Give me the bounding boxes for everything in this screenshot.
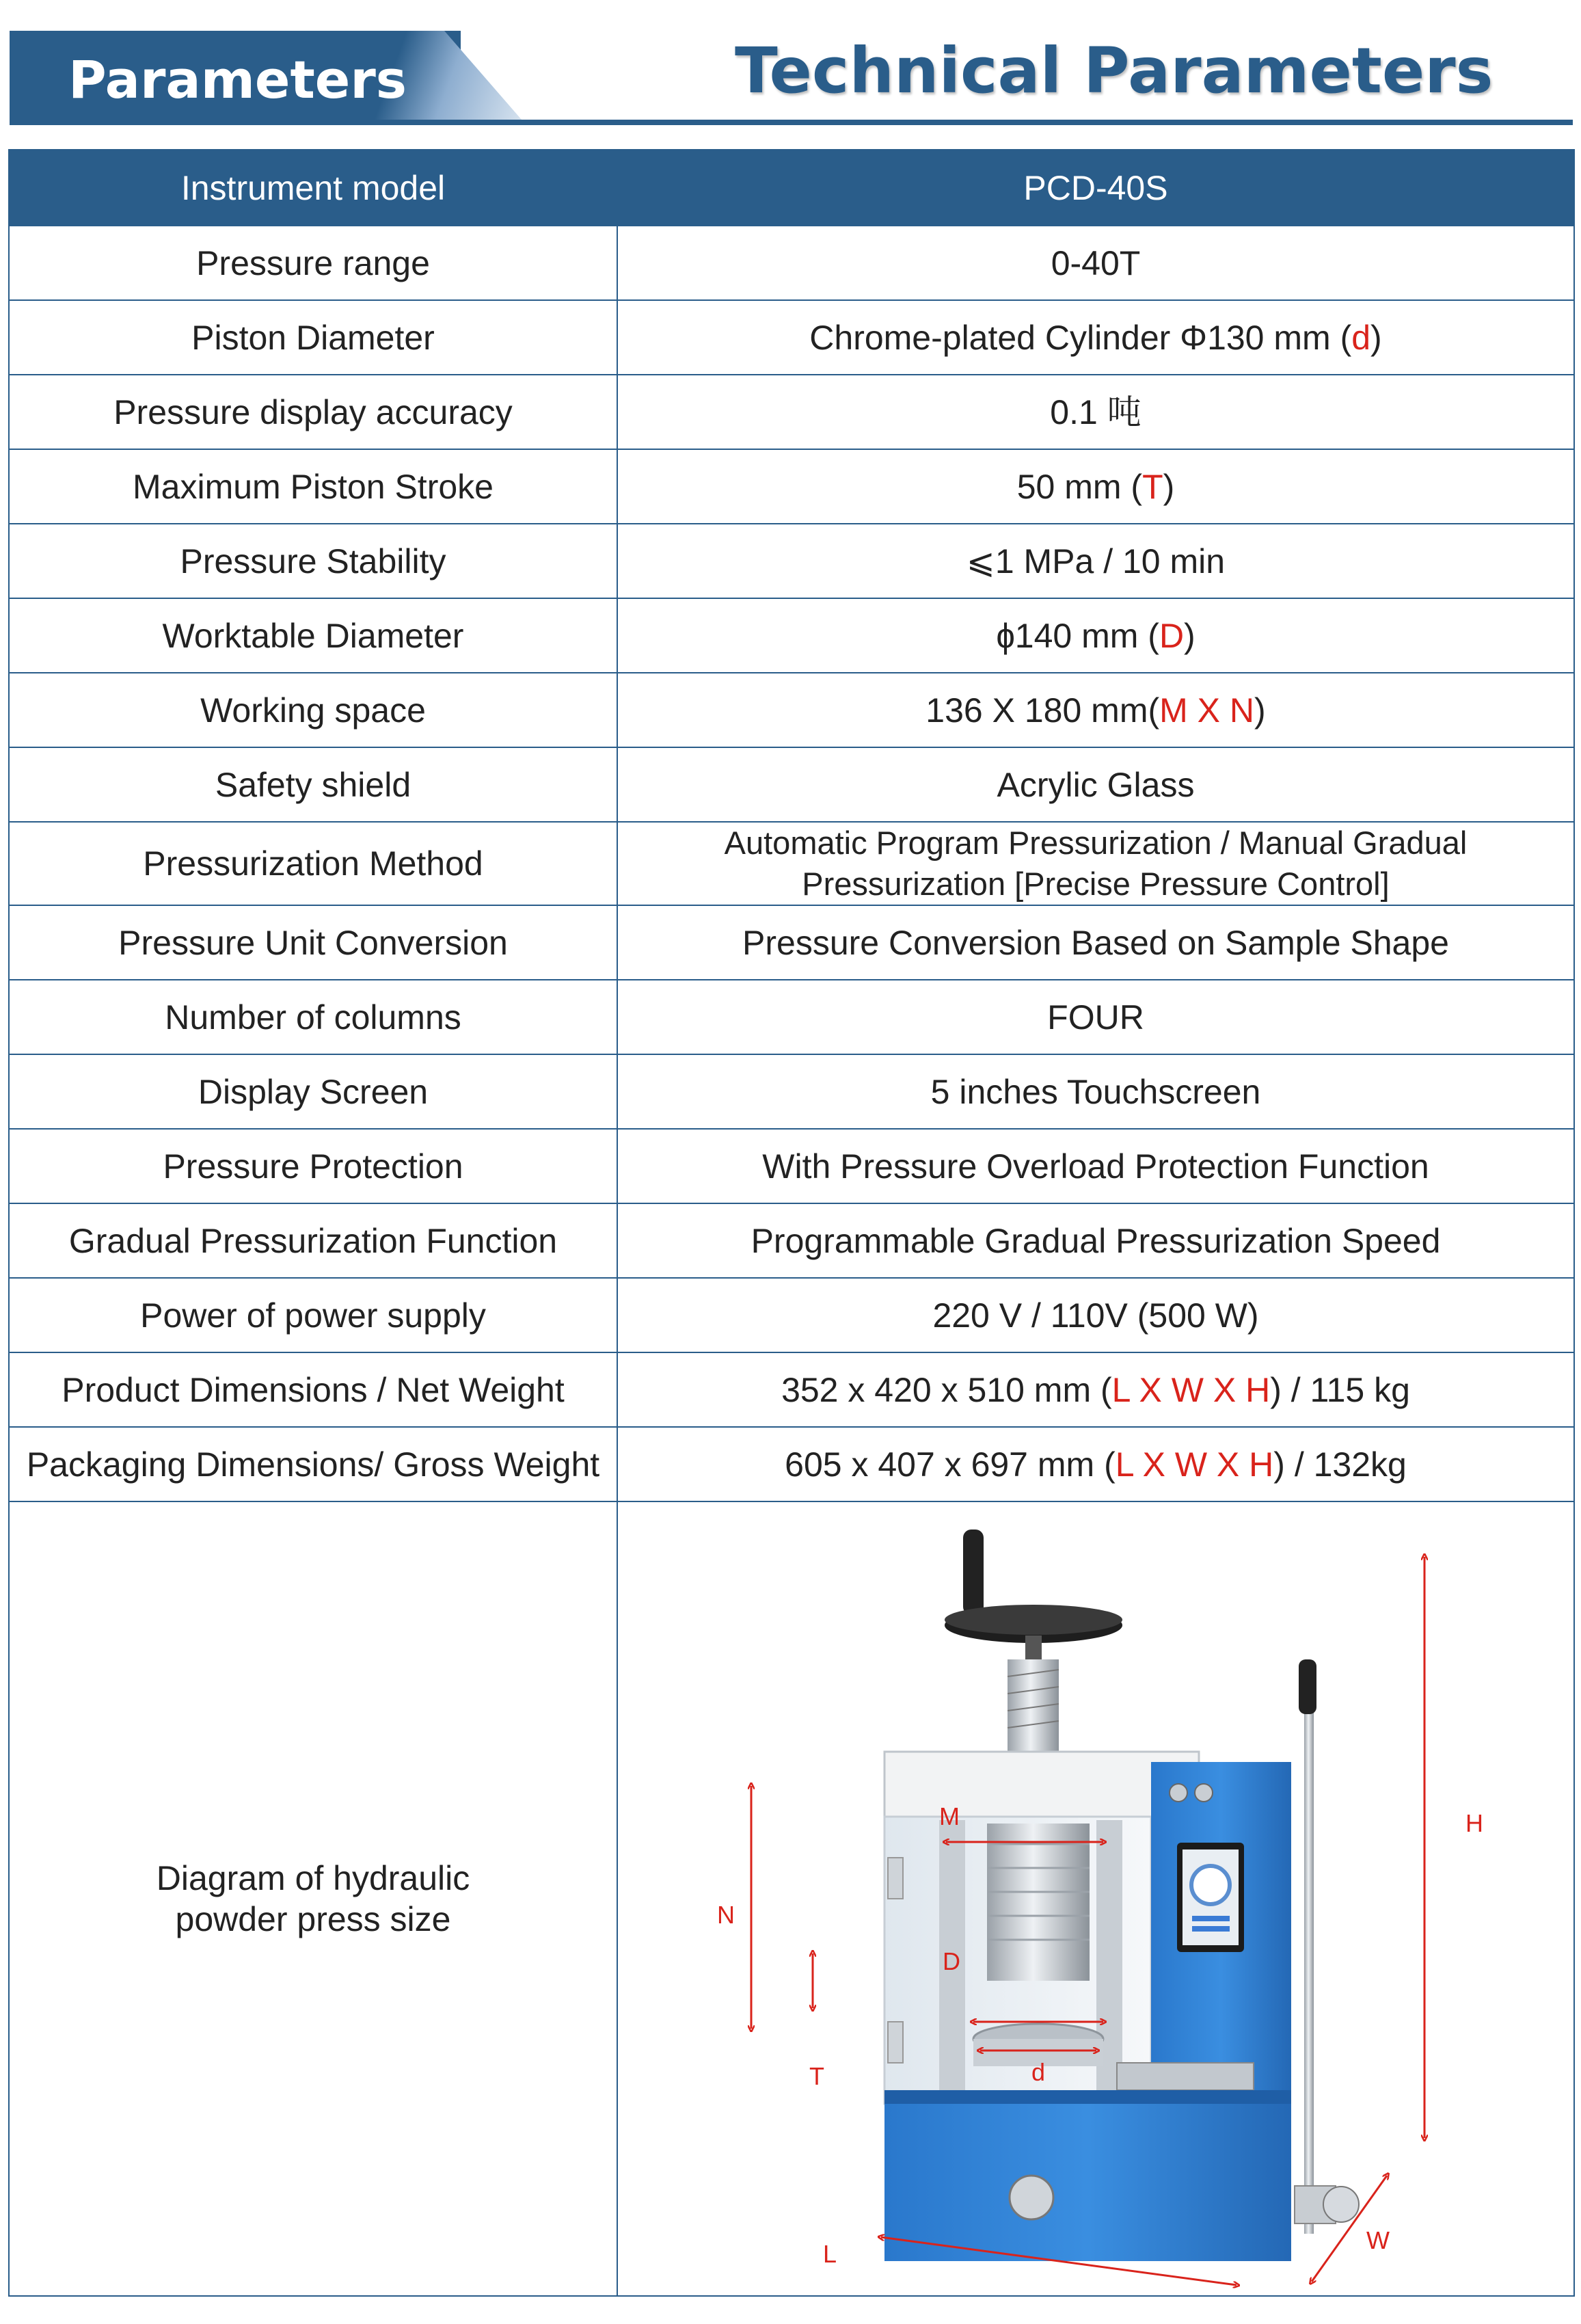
dimension-symbol: X [1203,1370,1246,1409]
dimension-symbol: d [1351,318,1371,357]
table-row [9,1278,1574,1352]
dim-label-w: W [1366,2226,1390,2255]
row-label: Maximum Piston Stroke [9,449,617,524]
row-label: Power of power supply [9,1278,617,1352]
table-row [9,673,1574,747]
dim-label-D: D [943,1947,960,1976]
dimension-symbol: X [1129,1370,1172,1409]
row-value: 605 x 407 x 697 mm (L X W X H) / 132kg [617,1427,1574,1501]
release-valve-knob [1010,2176,1053,2219]
header-tab-label: Parameters [68,49,407,110]
table-row [9,300,1574,375]
hydraulic-press-illustration [618,1502,1575,2295]
row-value: 5 inches Touchscreen [617,1054,1574,1129]
table-row [9,747,1574,822]
table-row [9,449,1574,524]
row-label: Pressurization Method [9,822,617,905]
page-title: Technical Parameters [735,34,1494,107]
table-row [9,1054,1574,1129]
table-row [9,1203,1574,1278]
row-value: 0.1 吨 [617,375,1574,449]
handwheel [945,1530,1122,1663]
diagram-label-cell [9,1501,617,2296]
row-label: Pressure display accuracy [9,375,617,449]
pump-lever [1304,1680,1314,2234]
table-row [9,524,1574,598]
header-divider [10,120,1573,125]
dim-label-d: d [1031,2058,1046,2087]
row-label: Pressure Unit Conversion [9,905,617,980]
header-value-cell: PCD-40S [617,150,1574,226]
dim-label-h: H [1465,1809,1483,1838]
header-label-cell: Instrument model [9,150,617,226]
dim-label-n: N [717,1901,735,1929]
row-value: With Pressure Overload Protection Function [617,1129,1574,1203]
row-value: 0-40T [617,226,1574,300]
row-value: 220 V / 110V (500 W) [617,1278,1574,1352]
row-label: Safety shield [9,747,617,822]
table-row [9,1352,1574,1427]
row-value: Programmable Gradual Pressurization Speed [617,1203,1574,1278]
row-value: ⩽1 MPa / 10 min [617,524,1574,598]
dimension-symbol: N [1229,691,1255,730]
table-row [9,905,1574,980]
table-row [9,375,1574,449]
row-value: Pressure Conversion Based on Sample Shape [617,905,1574,980]
dimension-symbol: M [1159,691,1188,730]
diagram-row [9,1501,1574,2296]
table-row [9,980,1574,1054]
row-value: Chrome-plated Cylinder Φ130 mm (d) [617,300,1574,375]
row-label: Pressure Stability [9,524,617,598]
base-cabinet [884,2090,1291,2261]
page-header [0,0,1581,137]
row-label: Packaging Dimensions/ Gross Weight [9,1427,617,1501]
dimension-symbol: D [1159,616,1185,655]
row-value: Acrylic Glass [617,747,1574,822]
row-value: 136 X 180 mm(M X N) [617,673,1574,747]
press-diagram [618,1502,1575,2295]
piston [987,1824,1090,1981]
dimension-symbol: X [1207,1445,1249,1484]
table-row [9,1129,1574,1203]
dim-label-t: T [809,2062,824,2091]
row-label: Display Screen [9,1054,617,1129]
row-value: 50 mm (T) [617,449,1574,524]
table-row [9,226,1574,300]
spec-table [8,149,1575,2297]
row-label: Pressure Protection [9,1129,617,1203]
table-row [9,598,1574,673]
dim-label-l: L [823,2240,837,2269]
diagram-label-line: powder press size [175,1900,451,1939]
table-header-row [9,150,1574,226]
dim-label-m: M [939,1802,960,1831]
row-label: Product Dimensions / Net Weight [9,1352,617,1427]
diagram-cell [617,1501,1574,2296]
table-row [9,1427,1574,1501]
row-label: Gradual Pressurization Function [9,1203,617,1278]
dimension-symbol: W [1171,1370,1204,1409]
row-label: Piston Diameter [9,300,617,375]
row-value: 352 x 420 x 510 mm (L X W X H) / 115 kg [617,1352,1574,1427]
row-label: Pressure range [9,226,617,300]
table-row [9,822,1574,905]
dimension-symbol: X [1187,691,1230,730]
row-label: Number of columns [9,980,617,1054]
row-value: Automatic Program Pressurization / Manual Gradual Pressurization [Precise Pressure Control] [617,822,1574,905]
row-value: ɸ140 mm (D) [617,598,1574,673]
dimension-symbol: L [1111,1370,1130,1409]
dimension-symbol: W [1174,1445,1208,1484]
row-label: Worktable Diameter [9,598,617,673]
row-value: FOUR [617,980,1574,1054]
dimension-symbol: H [1245,1370,1271,1409]
dimension-symbol: T [1142,467,1163,506]
dimension-symbol: X [1133,1445,1175,1484]
row-label: Working space [9,673,617,747]
dimension-symbol: L [1115,1445,1133,1484]
dimension-symbol: H [1249,1445,1274,1484]
diagram-label-line: Diagram of hydraulic [156,1859,470,1898]
